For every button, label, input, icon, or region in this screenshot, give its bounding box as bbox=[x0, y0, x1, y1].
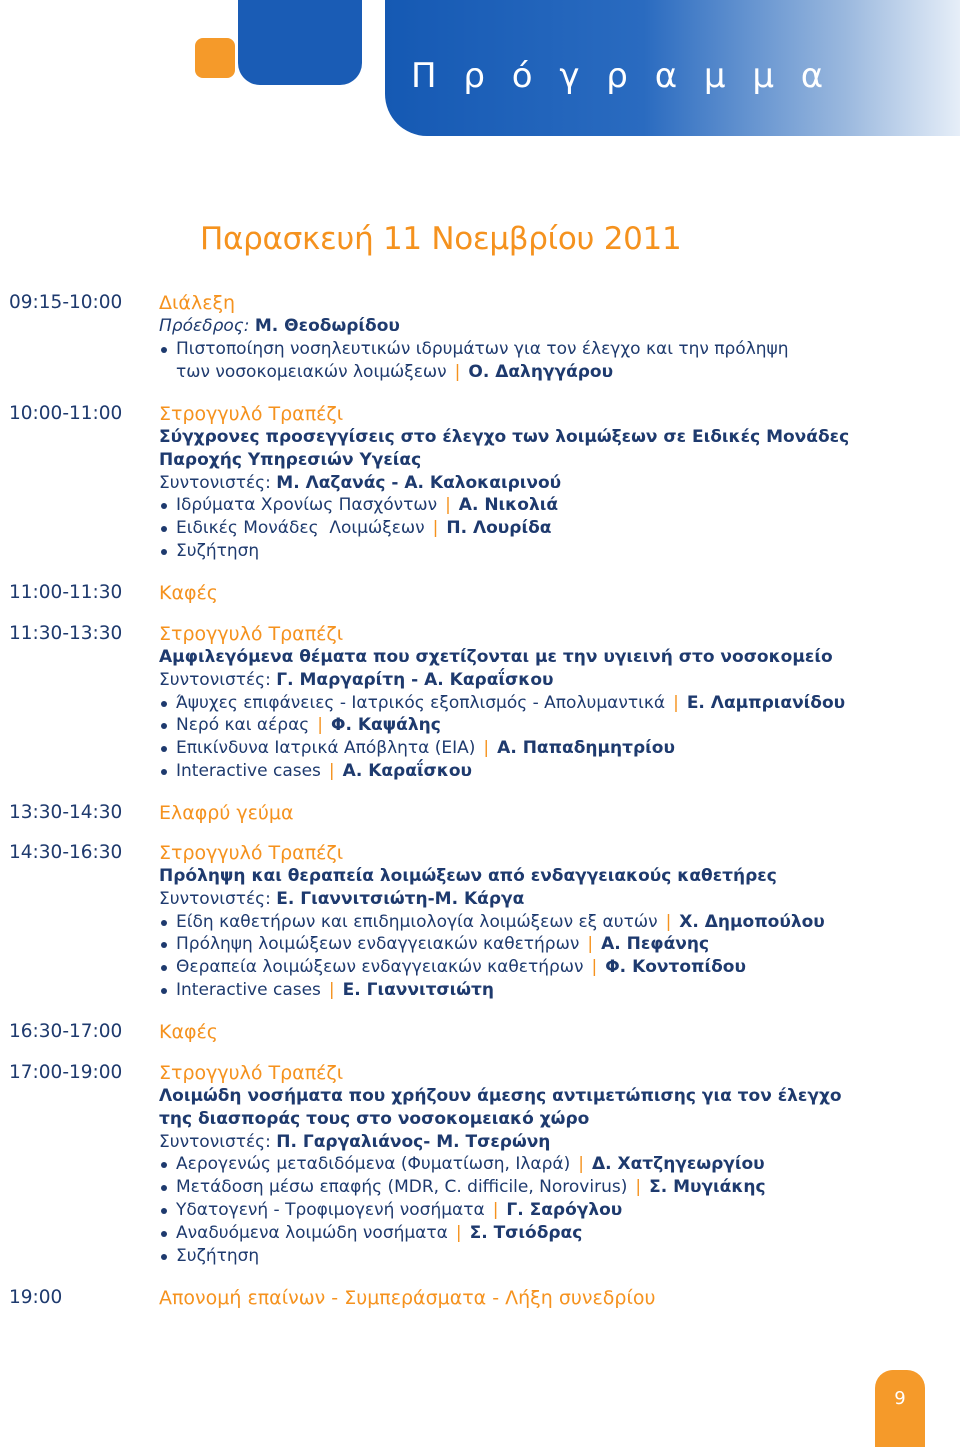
session-chairs bbox=[159, 1131, 949, 1154]
separator: | bbox=[665, 911, 672, 932]
item-text: Interactive cases bbox=[176, 979, 321, 1000]
item-speaker: Φ. Κοντοπίδου bbox=[605, 957, 746, 978]
item-speaker: Γ. Σαρόγλου bbox=[506, 1199, 623, 1220]
item-text: Interactive cases bbox=[176, 760, 321, 781]
session-content bbox=[159, 802, 949, 825]
session-kind: Καφές bbox=[159, 582, 218, 604]
chair-label: Συντονιστές: bbox=[159, 1131, 271, 1152]
session-kind: Διάλεξη bbox=[159, 292, 236, 314]
session-kind: Απονομή επαίνων - Συμπεράσματα - Λήξη συνεδρίου bbox=[159, 1287, 656, 1309]
item-text: Πρόληψη λοιμώξεων ενδαγγειακών καθετήρων bbox=[176, 934, 580, 955]
separator: | bbox=[454, 361, 461, 382]
item-speaker: Ε. Λαμπριανίδου bbox=[686, 692, 846, 713]
item-text: Υδατογενή - Τροφιμογενή νοσήματα bbox=[176, 1199, 485, 1220]
item-speaker: Α. Πεφάνης bbox=[601, 934, 710, 955]
session-topic: Πρόληψη και θεραπεία λοιμώξεων από ενδαγγειακούς καθετήρες bbox=[159, 866, 777, 886]
session-time: 10:00-11:00 bbox=[9, 403, 123, 424]
separator: | bbox=[483, 738, 490, 759]
item-speaker: Π. Λουρίδα bbox=[446, 518, 552, 539]
session-time: 11:00-11:30 bbox=[9, 582, 123, 603]
date-heading: Παρασκευή 11 Νοεμβρίου 2011 bbox=[200, 221, 682, 257]
page-number: 9 bbox=[875, 1370, 925, 1447]
chair-names: Μ. Λαζανάς - Α. Καλοκαιρινού bbox=[276, 472, 562, 493]
session-topic-continued: Παροχής Υπηρεσιών Υγείας bbox=[159, 449, 422, 470]
chair-names: Π. Γαργαλιάνος- Μ. Τσερώνη bbox=[276, 1131, 551, 1152]
chair-names: Ε. Γιαννιτσιώτη-Μ. Κάργα bbox=[276, 888, 525, 909]
item-text: Θεραπεία λοιμώξεων ενδαγγειακών καθετήρων bbox=[176, 957, 584, 978]
session-content bbox=[159, 1062, 949, 1267]
session-content bbox=[159, 582, 949, 605]
item-text: Αναδυόμενα λοιμώδη νοσήματα bbox=[176, 1222, 448, 1243]
list-item bbox=[159, 956, 949, 979]
session-content bbox=[159, 1021, 949, 1044]
list-item bbox=[159, 540, 949, 563]
chair-label: Συντονιστές: bbox=[159, 669, 271, 690]
session-chairs bbox=[159, 888, 949, 911]
page-title: Π ρ ό γ ρ α μ μ α bbox=[411, 56, 832, 96]
item-speaker: Α. Καραΐσκου bbox=[342, 760, 472, 781]
session-time: 16:30-17:00 bbox=[9, 1021, 123, 1042]
session-content bbox=[159, 623, 949, 783]
item-text: Επικίνδυνα Ιατρικά Απόβλητα (ΕΙΑ) bbox=[176, 738, 476, 759]
chair-label: Συντονιστές: bbox=[159, 472, 271, 493]
item-text: Μετάδοση μέσω επαφής (MDR, C. difficile, Norovirus) bbox=[176, 1177, 628, 1198]
item-text: Συζήτηση bbox=[176, 540, 260, 561]
item-speaker: Δ. Χατζηγεωργίου bbox=[591, 1154, 765, 1175]
separator: | bbox=[635, 1177, 642, 1198]
separator: | bbox=[587, 934, 594, 955]
session-chairs bbox=[159, 315, 949, 338]
session-kind: Στρογγυλό Τραπέζι bbox=[159, 403, 344, 425]
session-topic: Λοιμώδη νοσήματα που χρήζουν άμεσης αντιμετώπισης για τον έλεγχο bbox=[159, 1086, 842, 1106]
session-time: 17:00-19:00 bbox=[9, 1062, 123, 1083]
session-time: 19:00 bbox=[9, 1287, 63, 1308]
separator: | bbox=[317, 715, 323, 736]
session-topic: Αμφιλεγόμενα θέματα που σχετίζονται με την υγιεινή στο νοσοκομείο bbox=[159, 647, 833, 667]
separator: | bbox=[673, 692, 679, 713]
session-kind: Ελαφρύ γεύμα bbox=[159, 802, 294, 824]
separator: | bbox=[328, 760, 335, 781]
decor-orange-square bbox=[195, 38, 235, 78]
item-speaker: Σ. Μυγιάκης bbox=[649, 1177, 766, 1198]
session-topic: Σύγχρονες προσεγγίσεις στο έλεγχο των λοιμώξεων σε Ειδικές Μονάδες bbox=[159, 427, 850, 447]
session-kind: Στρογγυλό Τραπέζι bbox=[159, 623, 344, 645]
chair-label: Συντονιστές: bbox=[159, 888, 271, 909]
item-text: Συζήτηση bbox=[176, 1245, 260, 1266]
chair-label: Πρόεδρος: bbox=[159, 316, 250, 336]
item-text: Είδη καθετήρων και επιδημιολογία λοιμώξεων εξ αυτών bbox=[176, 911, 658, 932]
item-text: Ειδικές Μονάδες Λοιμώξεων bbox=[176, 518, 425, 539]
separator: | bbox=[455, 1222, 462, 1243]
item-text-continued: των νοσοκομειακών λοιμώξεων bbox=[176, 361, 447, 382]
list-item bbox=[159, 979, 949, 1002]
session-kind: Στρογγυλό Τραπέζι bbox=[159, 1062, 344, 1084]
separator: | bbox=[432, 518, 439, 539]
session-kind: Στρογγυλό Τραπέζι bbox=[159, 842, 344, 864]
session-time: 09:15-10:00 bbox=[9, 292, 123, 313]
item-speaker: Φ. Καψάλης bbox=[331, 715, 441, 736]
session-chairs bbox=[159, 669, 949, 692]
decor-blue-block bbox=[238, 0, 362, 85]
session-kind: Καφές bbox=[159, 1021, 218, 1043]
item-text: Ιδρύματα Χρονίως Πασχόντων bbox=[176, 495, 438, 516]
separator: | bbox=[492, 1199, 499, 1220]
list-item bbox=[159, 1176, 949, 1199]
session-time: 11:30-13:30 bbox=[9, 623, 123, 644]
list-item bbox=[159, 1222, 949, 1245]
separator: | bbox=[578, 1154, 584, 1175]
item-speaker: Ε. Γιαννιτσιώτη bbox=[342, 979, 495, 1000]
item-speaker: Α. Νικολιά bbox=[458, 495, 558, 516]
list-item bbox=[159, 714, 949, 737]
item-text: Αερογενώς μεταδιδόμενα (Φυματίωση, Ιλαρά) bbox=[176, 1154, 571, 1175]
session-content bbox=[159, 403, 949, 563]
list-item bbox=[159, 1245, 949, 1268]
list-item bbox=[159, 1153, 949, 1176]
list-item bbox=[159, 494, 949, 517]
item-speaker: Χ. Δημοπούλου bbox=[679, 911, 825, 932]
item-speaker: Σ. Τσιόδρας bbox=[469, 1222, 583, 1243]
item-speaker: Ο. Δαληγγάρου bbox=[468, 361, 614, 382]
separator: | bbox=[328, 979, 335, 1000]
session-content bbox=[159, 1287, 949, 1310]
list-item bbox=[159, 338, 949, 384]
list-item bbox=[159, 692, 949, 715]
item-text: Πιστοποίηση νοσηλευτικών ιδρυμάτων για τον έλεγχο και την πρόληψη bbox=[176, 338, 789, 359]
chair-names: Γ. Μαργαρίτη - Α. Καραΐσκου bbox=[276, 669, 554, 690]
session-content bbox=[159, 292, 949, 383]
chair-names: Μ. Θεοδωρίδου bbox=[254, 316, 400, 336]
session-chairs bbox=[159, 472, 949, 495]
separator: | bbox=[445, 495, 451, 516]
item-speaker: Α. Παπαδημητρίου bbox=[497, 738, 675, 759]
session-topic-continued: της διασποράς τους στο νοσοκομειακό χώρο bbox=[159, 1108, 590, 1129]
item-text: Νερό και αέρας bbox=[176, 715, 310, 736]
separator: | bbox=[591, 957, 598, 978]
list-item bbox=[159, 911, 949, 934]
item-text: Άψυχες επιφάνειες - Ιατρικός εξοπλισμός - Απολυμαντικά bbox=[176, 692, 666, 713]
list-item bbox=[159, 1199, 949, 1222]
list-item bbox=[159, 737, 949, 760]
session-time: 14:30-16:30 bbox=[9, 842, 123, 863]
list-item bbox=[159, 760, 949, 783]
list-item bbox=[159, 517, 949, 540]
list-item bbox=[159, 933, 949, 956]
session-time: 13:30-14:30 bbox=[9, 802, 123, 823]
session-content bbox=[159, 842, 949, 1002]
